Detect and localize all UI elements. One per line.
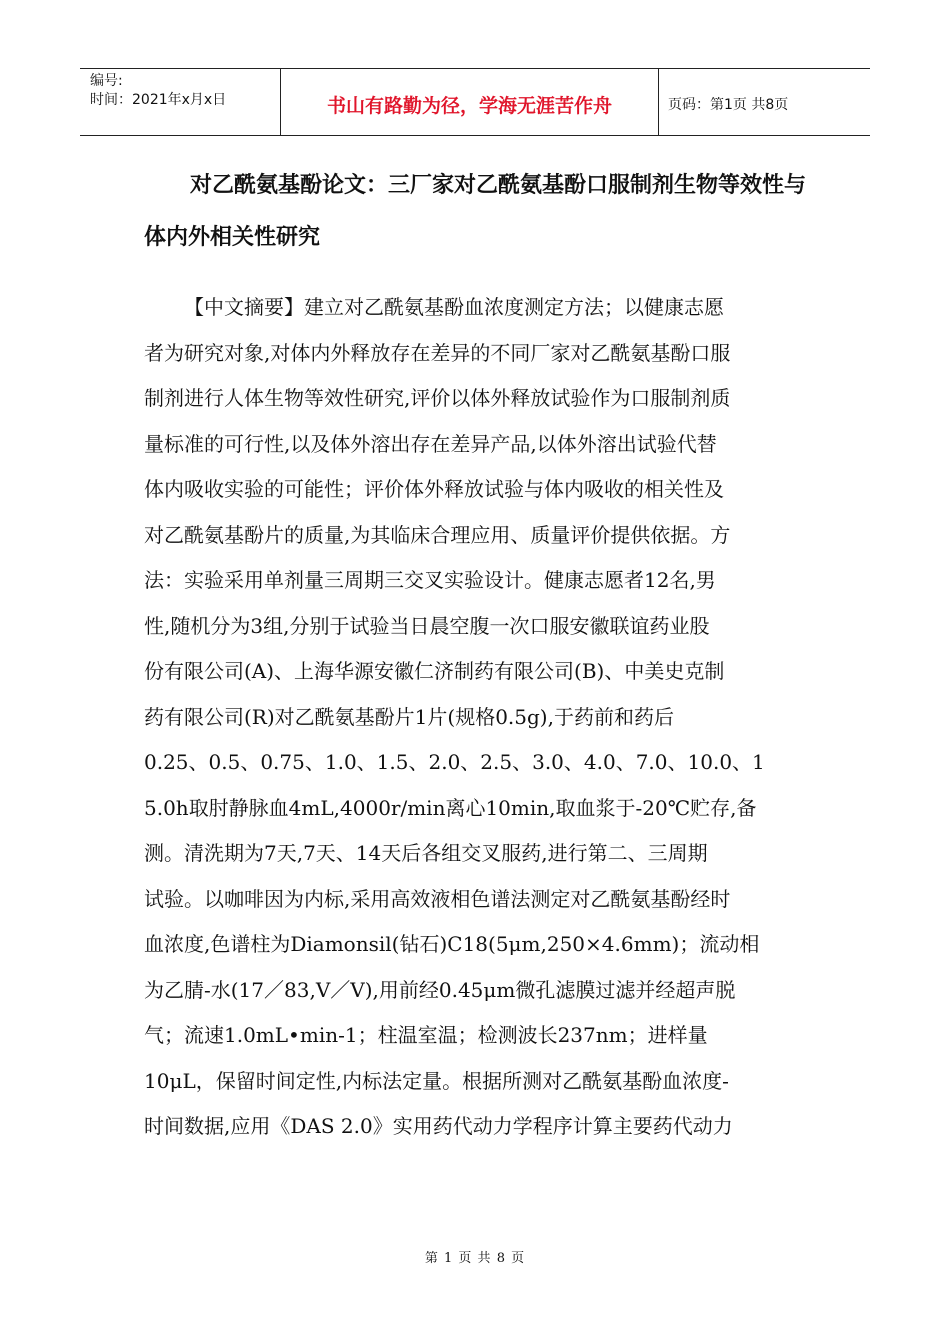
document-number-label: 编号:	[90, 73, 123, 89]
body-line: 法：实验采用单剂量三周期三交叉实验设计。健康志愿者12名,男	[144, 568, 716, 592]
body-line: 试验。以咖啡因为内标,采用高效液相色谱法测定对乙酰氨基酚经时	[144, 886, 731, 911]
body-line: 份有限公司(A)、上海华源安徽仁济制药有限公司(B)、中美史克制	[144, 659, 725, 683]
body-line: 为乙腈-水(17／83,V／V),用前经0.45μm微孔滤膜过滤并经超声脱	[144, 977, 736, 1002]
page-header	[80, 68, 870, 136]
header-page-info: 页码：第1页 共8页	[668, 97, 789, 113]
body-line: 气；流速1.0mL•min-1；柱温室温；检测波长237nm；进样量	[144, 1023, 708, 1047]
header-meta	[80, 69, 281, 135]
body-line: 者为研究对象,对体内外释放存在差异的不同厂家对乙酰氨基酚口服	[144, 340, 731, 365]
body-line: 测。清洗期为7天,7天、14天后各组交叉服药,进行第二、三周期	[144, 841, 708, 865]
header-motto: 书山有路勤为径，学海无涯苦作舟	[281, 69, 659, 135]
document-time-label: 时间：2021年x月x日	[90, 92, 227, 108]
body-line: 药有限公司(R)对乙酰氨基酚片1片(规格0.5g),于药前和药后	[144, 704, 674, 729]
abstract-body	[144, 285, 808, 1150]
document-title: 对乙酰氨基酚论文：三厂家对乙酰氨基酚口服制剂生物等效性与体内外相关性研究	[144, 173, 807, 250]
body-line: 血浓度,色谱柱为Diamonsil(钻石)C18(5μm,250×4.6mm)；流动相	[144, 932, 760, 956]
body-line: 对乙酰氨基酚片的质量,为其临床合理应用、质量评价提供依据。方	[144, 522, 731, 547]
body-line: 0.25、0.5、0.75、1.0、1.5、2.0、2.5、3.0、4.0、7.0、10.0、1	[144, 750, 765, 774]
body-line: 时间数据,应用《DAS 2.0》实用药代动力学程序计算主要药代动力	[144, 1114, 733, 1138]
body-line: 【中文摘要】建立对乙酰氨基酚血浓度测定方法；以健康志愿	[184, 295, 724, 319]
body-line: 5.0h取肘静脉血4mL,4000r/min离心10min,取血浆于-20℃贮存,备	[144, 795, 757, 820]
body-line: 10μL，保留时间定性,内标法定量。根据所测对乙酰氨基酚血浓度-	[144, 1068, 729, 1093]
body-line: 性,随机分为3组,分别于试验当日晨空腹一次口服安徽联谊药业股	[144, 613, 710, 638]
body-line: 制剂进行人体生物等效性研究,评价以体外释放试验作为口服制剂质	[144, 386, 731, 410]
page-footer: 第 1 页 共 8 页	[424, 1251, 526, 1266]
body-line: 体内吸收实验的可能性；评价体外释放试验与体内吸收的相关性及	[144, 477, 724, 501]
body-line: 量标准的可行性,以及体外溶出存在差异产品,以体外溶出试验代替	[144, 431, 717, 456]
